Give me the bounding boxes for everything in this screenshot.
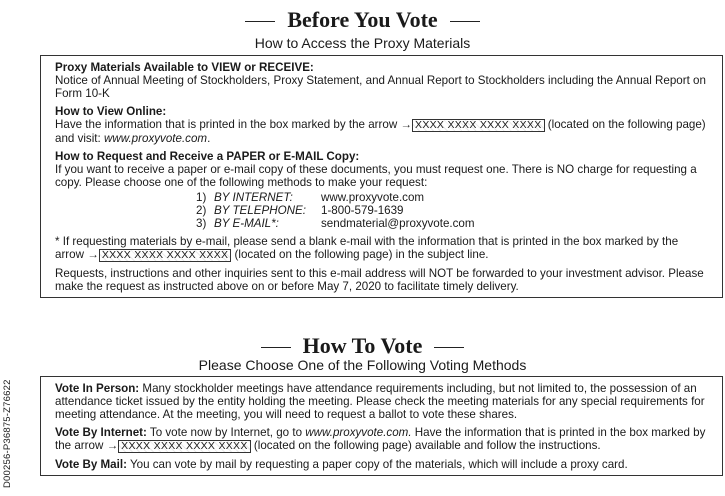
- request-methods-list: [196, 191, 475, 230]
- view-online-text: Have the information that is printed in the box marked by the arrow → XXXX XXXX XXXX XXXX (located on the following page) and visit: www.proxyvote.com.: [55, 118, 706, 145]
- method-telephone: 2) BY TELEPHONE: 1-800-579-1639: [196, 204, 475, 217]
- arrow-icon: →: [400, 118, 413, 131]
- request-text: If you want to receive a paper or e-mail copy of these documents, you must request one. There is NO charge for requesting a copy. Please choose one of the following methods to make your request:: [55, 163, 697, 189]
- proxy-materials-box: [40, 55, 723, 298]
- title-rule-left: [245, 21, 275, 22]
- arrow-icon: →: [106, 439, 119, 452]
- proxyvote-link[interactable]: www.proxyvote.com: [103, 132, 208, 145]
- forwarding-notice: Requests, instructions and other inquiries sent to this e-mail address will NOT be forwarded to your investment advisor. Please make the request as instructed above on or before May 7, 2020 to facilitate timely delivery.: [55, 267, 704, 293]
- method-email-value[interactable]: sendmaterial@proxyvote.com: [321, 217, 475, 230]
- vote-by-internet: Vote By Internet: To vote now by Internet, go to www.proxyvote.com. Have the information that is printed in the box marked by the arrow → XXXX XXXX XXXX XXXX (located on the following page) available and follow the instructions.: [55, 426, 706, 452]
- title-rule-left: [261, 347, 291, 348]
- method-email: 3) BY E-MAIL*: sendmaterial@proxyvote.com: [196, 217, 475, 230]
- vote-proxyvote-link[interactable]: www.proxyvote.com.: [305, 426, 412, 439]
- view-online-heading: How to View Online:: [55, 105, 167, 118]
- how-to-vote-subtitle: Please Choose One of the Following Voting Methods: [198, 357, 527, 373]
- before-you-vote-subtitle: How to Access the Proxy Materials: [254, 35, 471, 51]
- control-number-box: XXXX XXXX XXXX XXXX: [118, 440, 251, 453]
- method-internet-value[interactable]: www.proxyvote.com: [321, 191, 425, 204]
- arrow-icon: →: [87, 248, 99, 261]
- title-rule-right: [450, 21, 480, 22]
- control-number-box: XXXX XXXX XXXX XXXX: [99, 249, 232, 262]
- how-to-vote-title: How To Vote: [40, 334, 685, 358]
- document-code: D00256-P36875-Z76622: [2, 379, 13, 488]
- vote-by-mail: Vote By Mail: You can vote by mail by requesting a paper copy of the materials, which will include a proxy card.: [55, 458, 628, 471]
- vote-in-person: Vote In Person: Many stockholder meetings have attendance requirements including, but not limited to, the possession of an attendance ticket issued by the entity holding the meeting. Please check the meeting materials for any special requirements for meeting attendance. At the meeting, you will need to request a ballot to vote these shares.: [55, 382, 705, 421]
- before-you-vote-title: Before You Vote: [40, 8, 685, 32]
- email-footnote: * If requesting materials by e-mail, please send a blank e-mail with the information that is printed in the box marked by the arrow → XXXX XXXX XXXX XXXX (located on the following page) in the subject line.: [55, 235, 679, 261]
- control-number-box: XXXX XXXX XXXX XXXX: [412, 119, 545, 132]
- method-internet: 1) BY INTERNET: www.proxyvote.com: [196, 191, 475, 204]
- voting-methods-box: [40, 376, 723, 476]
- materials-text: Notice of Annual Meeting of Stockholders, Proxy Statement, and Annual Report to Stockholders including the Annual Report on Form 10-K: [55, 74, 706, 100]
- title-rule-right: [434, 347, 464, 348]
- method-telephone-value[interactable]: 1-800-579-1639: [321, 204, 404, 217]
- materials-heading: Proxy Materials Available to VIEW or RECEIVE:: [55, 61, 314, 74]
- request-heading: How to Request and Receive a PAPER or E-MAIL Copy:: [55, 150, 360, 163]
